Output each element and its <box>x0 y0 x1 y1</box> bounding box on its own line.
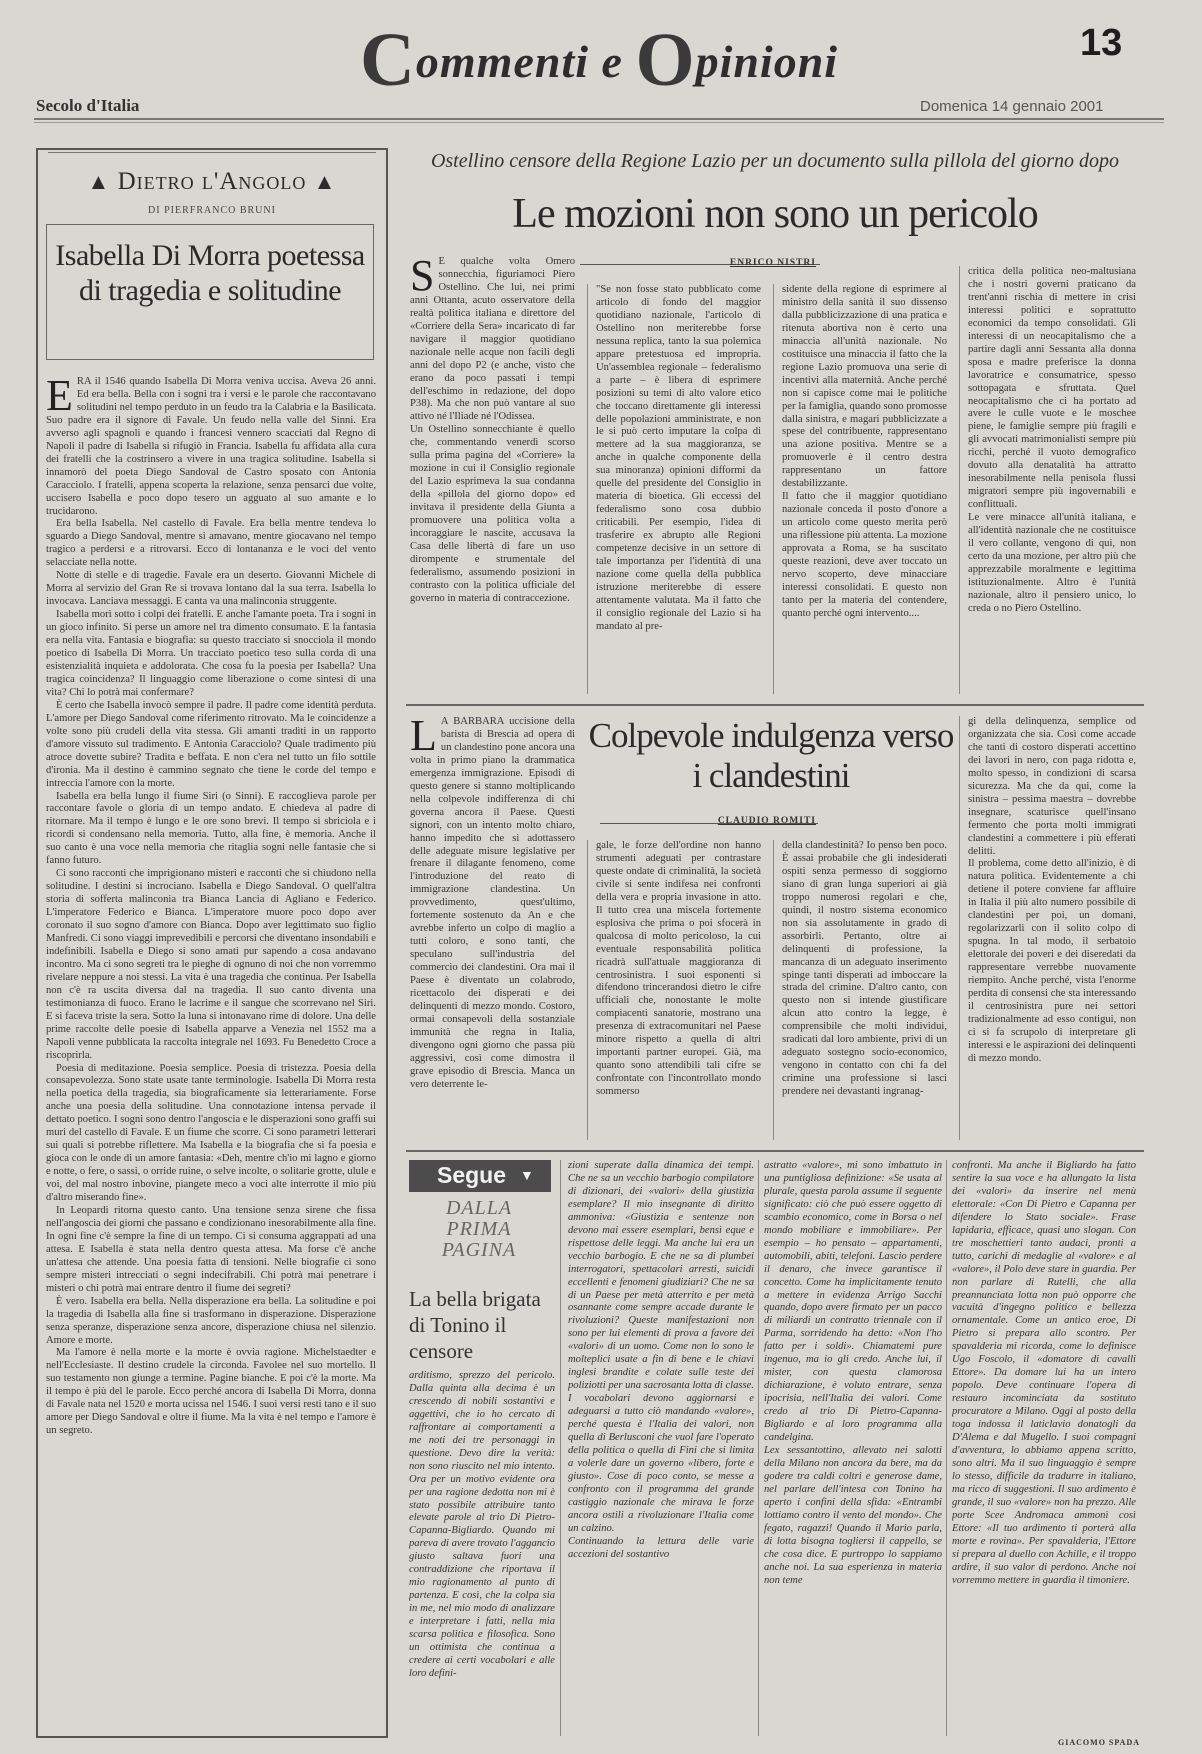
section-divider <box>406 1150 1144 1152</box>
left-paragraph: RA il 1546 quando Isabella Di Morra veniva uccisa. Aveva 26 anni. Ed era bella. Bella con i sogni tra i versi e le parole che raccontavano solitudini nel tempo perduto in un feudo tra la Calabria e la Basilicata. Suo padre era il signore di Favale. Un feudo nella valle del Sinni. Era avverso agli spagnoli e quando i francesi vennero scacciati dal Regno di Napoli il padre di Isabella si rifugiò in Francia. Isabella fu affidata alla cura dei fratelli che la costrinsero a vivere in una tragica solitudine. Isabella si innamorò del poeta Diego Sandoval de Castro sposato con Antonia Caracciolo. I fratelli, appena scoperta la relazione, senza pensarci due volte, uccisero Isabella e poco dopo tesero un agguato al suo amante e lo trucidarono. <box>46 376 376 517</box>
section-title-initial-o: O <box>635 18 696 102</box>
section-title-end: pinioni <box>695 36 839 87</box>
top-article-author: ENRICO NISTRI <box>729 258 816 268</box>
middle-article-col4: gi della delinquenza, semplice od organizzata che sia. Così come accade che tanti di costoro disperati accettino dei lavori in nero, con paga ridotta e, molto spesso, in condizioni di scarsa sicurezza. Ma che da qui, come la sinistra – pessima maestra – dovrebbe insegnare, scaturisce quell'insano fermento che porta molti immigrati clandestini a commettere i più efferati delitti. Il problema, come detto all'inizio, è di natura politica. Evidentemente a chi detiene il potere conviene far affluire in Italia il più alto numero possibile di clandestini per poi, un domani, regolarizzarli con il solito colpo di spugna. In tal modo, il serbatoio elettorale dei poveri e dei diseredati da rappresentare verrebbe nuovamente riempito. Anche perché, vista l'enorme perdita di consensi che sta interessando il centrosinistra pure nei settori tradizionalmente ad esso contigui, non ci si fa scrupolo di interpretare gli interessi e le aspirazioni dei delinquenti di mezzo mondo. <box>968 716 1136 1064</box>
section-title-initial-c: C <box>360 18 416 102</box>
left-paragraph: In Leopardi ritorna questo canto. Una tensione senza sirene che fissa nell'angoscia dei giorni che passano e condizionano inesorabilmente alla fine. In ogni fine c'è sempre la fine di un tempo. Ci si consuma aggrappati ad una attesa. E Isabella è stata nella dentro questa attesa. Ma forse c'è anche un'attesa che attende. Una poesia fatta di tensioni. Nelle biografie ci sono sempre misteri intrecciati o segni indecifrabili. Chi potrà mai penetrare i misteri o chi potrà mai entrare dentro il fiume dei segreti? <box>46 1205 376 1294</box>
left-headline: Isabella Di Morra poetessa di tragedia e solitudine <box>55 239 365 307</box>
left-dropcap: E <box>46 376 73 420</box>
newspaper-name: Secolo d'Italia <box>36 96 140 115</box>
triangle-down-icon: ▼ <box>520 1167 534 1183</box>
rubric-label: Dietro l'Angolo <box>117 168 307 195</box>
left-paragraph: Isabella morì sotto i colpi dei fratelli. E anche l'amante poeta. Tra i sogni in un gioco infinito. Si perse un amore nel tra dimento consumato. E la fantasia era nella vita. Fantasia e biografia: su questo tracciato si snocciola il mondo poetico di Isabella Di Morra. Un tracciato poetico teso sulla corda di una esistenzialità inquieta e addolorata. Che cosa fu la poesia per Isabella? Una tragica coincidenza? Il linguaggio come liberazione o come sintesi di una vita? Chi lo potrà mai confermare? <box>46 609 376 698</box>
masthead-rule <box>34 118 1164 120</box>
column-rule <box>773 284 774 694</box>
triangle-right-icon: ▲ <box>313 169 337 194</box>
left-paragraph: Poesia di meditazione. Poesia semplice. Poesia di tristezza. Poesia della consapevolezza. Sono state usate tante terminologie. Isabella Di Morra resta nella poetica della tragedia, sia biograficamente sia letterariamente. Forse anche una poesia della solitudine. Una connotazione intensa pervade il dettato poetico. I sogni sono dentro l'angoscia e le disperazioni sono graffi sui muri del castello di Favale. E un fiume che scorre. Ci sono parametri letterari sui quali si potrebbe riflettere. Ma Isabella e la biografia che si fa poesia e gioca con le onde di un amore fantasia: «Deh, mentre ch'io mi lagno e giorno e notte, o fere, o sassi, o orride ruine, o selve incolte, o solitarie grotte, ulule e voi, del mal nostro inbovine, piangete meco a voci alte interrotte il mio più d'altro miserando fine». <box>46 1062 376 1204</box>
top-article-col3: sidente della regione di esprimere al ministro della sanità il suo dissenso dalla pubblicizzazione di una pratica e ritenuta abortiva non è certo una minaccia all'unità nazionale. No costituisce una minaccia il fatto che la regione Lazio promuova una serie di incentivi alla maternità. Anche perché non si capisce come mai le politiche per la famiglia, quando sono promosse dalla sinistra, e magari pubblicizzate a spese del contribuente, rappresentano una azione positiva. Mentre se a promuoverle è il centro destra rappresentano un fattore destabilizzante. Il fatto che il maggior quotidiano nazionale conceda il posto d'onore a un articolo come questo merita però una riflessione più attenta. La mozione approvata a Roma, se ha suscitato queste reazioni, deve aver toccato un nervo scoperto, deve minacciare interessi consolidati. E questo non tanto per la materia del contendere, quanto perché ogni intervento.... <box>782 284 947 619</box>
top-article-kicker: Ostellino censore della Regione Lazio per un documento sulla pillola del giorno dopo <box>430 150 1120 172</box>
column-rule <box>587 840 588 1140</box>
section-divider <box>406 704 1144 706</box>
top-article-col1 <box>410 256 575 696</box>
top-article-headline: Le mozioni non sono un pericolo <box>512 191 1038 237</box>
column-rule <box>959 716 960 1140</box>
masthead-rule-thin <box>34 122 1164 123</box>
middle-article-col3: della clandestinità? Io penso ben poco. È assai probabile che gli indesiderati ospiti senza permesso di soggiorno siano di gran lunga superiori ai già troppo numerosi regolari e che, quindi, il nostro sistema economico non sia assolutamente in grado di assorbirli. Pertanto, oltre ai delinquenti di professione, la mancanza di un adeguato inserimento spinge tanti disperati ad imboccare la strada del crimine. D'altro canto, con questo non si intende giustificare alcun atto contro la legge, è comprensibile che molti individui, sradicati dal loro ambiente, privi di un adeguato sostegno socio-economico, vengono in contatto con chi fa del crimine una professione si lasci prendere nei devastanti ingranag- <box>782 840 947 1098</box>
top-article-col4: critica della politica neo-maltusiana che i nostri governi praticano da trent'anni rischia di mettere in crisi interessi politici e soprattutto economici da tempo consolidati. Gli interessi di un neocapitalismo che a partire dagli anni Sessanta alla donna sposa e madre preferisce la donna lavoratrice e consumatrice, spesso sottopagata e sfruttata. Quel neocapitalismo che ci ha portato ad avere le culle vuote e le moschee piene, le famiglie sempre più fragili e gli avvocati matrimonialisti sempre più ricchi, perché il vuoto demografico dovuto alla denatalità ha attratto inesorabilmente nella penisola flussi migratori sempre più ingovernabili e conflittuali. Le vere minacce all'unità italiana, e all'identità nazionale che ne costituisce il vero collante, vengono di qui, non certo da una mozione, per altro più che apprezzabile moralmente e legittima istituzionalmente. Altro è l'unità nazionale, altro il pensiero unico, lo creda o no Piero Ostellino. <box>968 266 1136 614</box>
left-byline: DI PIERFRANCO BRUNI <box>148 205 276 216</box>
middle-article-headline: Colpevole indulgenza verso i clandestini <box>588 716 954 795</box>
column-rule <box>959 266 960 694</box>
top-text-col1: E qualche volta Omero sonnecchia, figuriamoci Piero Ostellino. Che lui, nei primi anni Ottanta, acuto osservatore della realtà politica italiana e direttore del «Corriere della Sera» incaricato di far navigare il maggior quotidiano nazionale nelle acque non facili degli anni del dopo P2 (e anche, visto che erano da poco passati i tempi dell'eschimo in redazione, del dopo P38). Ma che non può vantare al suo attivo né l'Iliade né l'Odissea. Un Ostellino sonnecchiante è quello che, commentando venerdì scorso sulla prima pagina del «Corriere» la mozione in cui il Consiglio regionale del Lazio esprimeva la sua condanna della «pillola del giorno dopo» ed invitava il presidente della Giunta a promuovere una politica volta a incoraggiare le nascite, accusava la Casa delle libertà di fare un uso dirompente e strumentale del federalismo, assumendo posizioni in contrasto con la politica ufficiale del governo in materia di contraccezione. <box>410 256 575 604</box>
bottom-article-col4: confronti. Ma anche il Bigliardo ha fatto sentire la sua voce e ha allungato la lista dei «valori» da inserire nel menù elettorale: «Con Di Pietro e Capanna per difendere lo Stato sociale». Frase lapidaria, efficace, quasi uno slogan. Con tre moschettieri tanto audaci, pronti a tutto, carichi di medaglie al «valore» e al «valore», il Polo deve stare in guardia. Per non parlare di Rutelli, che alla preannunciata lotta non può opporre che vacuità d'ingegno politico e bellezza ornamentale. Come un antico eroe, Di Pietro si prepara allo scontro. Per spavalderia mi ricorda, come lo definisce Ugo Foscolo, il «domatore di cavalli Ettore». Da domare lui ha un intero popolo. Deve continuare l'opera di restauro incominciata da sostituto procuratore a Milano. Oggi al posto della toga indossa il laticlavio donatogli da D'Alema e dal Mugello. I suoi compagni d'avventura, lo abbiamo appena scritto, sono altri. Ma il suo linguaggio è sempre lo stesso, difficile da tradurre in italiano, ma ricco di suggestioni. Il suo ardimento è grande, il suo «valore» non ha prezzo. Alle porte Scee Andromaca ammonì così Ettore: «Il tuo ardimento ti porterà alla morte e rovina». Per spavalderia, l'Ettore si prepara al duello con Achille, e il troppo ardire, il suo valor di perdono. Anche noi vorremmo mettere in guardia il timoniere. <box>952 1160 1136 1586</box>
section-title-part: ommenti e <box>415 36 636 87</box>
section-title <box>360 18 839 102</box>
column-rule <box>773 840 774 1140</box>
top-dropcap: S <box>410 256 435 300</box>
left-paragraph: Notte di stelle e di tragedie. Favale era un deserto. Giovanni Michele di Morra al servizio del Gran Re si trovava lontano dal la sua terra. Isabella lo invocava. Lanciava messaggi. E canta va una malinconia struggente. <box>46 570 376 608</box>
column-rule <box>560 1160 561 1736</box>
left-article-body <box>46 376 376 1728</box>
left-paragraph: È certo che Isabella invocò sempre il padre. Il padre come identità perduta. L'amore per Diego Sandoval come riferimento ritrovato. Ma le coincidenze a volte sono più crudeli della vita stessa. Gli amanti tradìti in un rapporto d'amore vissuto sul tradimento. E Antonia Caracciolo? Quale tradimento più atroce dovette subire? Tradita e beffata. E non c'era nel tutto un filo sottile d'ironia. Ma il destino è cammino segnato che tiene le corde del tempo e intreccia l'amore con la morte. <box>46 699 376 789</box>
column-rule <box>946 1160 947 1736</box>
left-paragraph: Ma l'amore è nella morte e la morte è ovvia ragione. Michelstaedter e nell'Ecclesiaste. Il destino crudele la circonda. Favolee nel suo mortello. Il suo testamento non giunge a termine. Pagine bianche. E poi c'è la morte. Ma il tempo è più del le parole. Ecco perché ancora di Isabella Di Morra, donna di Favale nata nel 1520 e morta ucissa nel 1546. I suoi versi resti tano e il suo amore per Diego Sandoval e oltre il fiume. Ma la vita è nel tempo e l'amore è un segreto. <box>46 1347 376 1437</box>
column-rule <box>587 284 588 694</box>
middle-text-col1: A BARBARA uccisione della barista di Brescia ad opera di un clandestino pone ancora una volta in primo piano la drammatica emergenza immigrazione. Episodi di questo genere si stanno moltiplicando nella colpevole indifferenza di chi governa ancora il Paese. Questi signori, con un intento molto chiaro, hanno impedito che si adottassero delle adeguate misure legislative per frenare il dilagante fenomeno, come l'introduzione del reato di immigrazione clandestina. Un provvedimento, quest'ultimo, fortemente sostenuto da An e che avrebbe inferto un colpo di maglio a tutti coloro, e sono tanti, che speculano sull'industria del commercio dei clandestini. Ora mai il Paese è diventato un colabrodo, ricettacolo dei disperati e dei delinquenti di mezzo mondo. Costoro, ormai consapevoli della sostanziale immunità che regna in Italia, divengono ogni giorno che passa più aggressivi, così come dimostra il grave episodio di Brescia. Manca un vero deterrente le- <box>410 716 575 1090</box>
middle-article-col1 <box>410 716 575 1140</box>
issue-date: Domenica 14 gennaio 2001 <box>920 98 1104 115</box>
middle-article-author: CLAUDIO ROMITI <box>717 816 816 826</box>
segue-label <box>409 1160 551 1192</box>
bottom-article-col3: astratto «valore», mi sono imbattuto in una puntigliosa definizione: «Se usata al plurale, questa parola assume il seguente significato: ciò che può essere oggetto di scambio economico, come in Borsa o nel mondo mobiliare e immobiliare». Per esempio – ho pensato – appartamenti, automobili, abiti, telefoni. Lascio perdere il denaro, che invece garantisce il concetto. Come ha implicitamente tenuto a mettere in evidenza Arrigo Sacchi quando, dopo avere firmato per un pacco di miliardi un contratto triennale con il Parma, sorridendo ha detto: «Non l'ho fatto per i soldi». Chiamatemi pure ingenuo, ma io gli credo. Anche lui, il mister, con questa clamorosa dichiarazione, è voluto entrare, senza ipocrisia, nell'Italia dei valori. Come credo al trio Di Pietro-Capanna-Bigliardo e al loro programma alla candelgina. Lex sessantottino, allevato nei salotti della Milano non ancora da bere, ma da godere tra caldi coltri e generose dame, nel parlare dell'intesa con Tonino ha aperto i confini della sfida: «Entrambi lottiamo contro il vento del mondo». Che fegato, ragazzi! Quando il Mario parla, di lotta bisogna togliersi il cappello, se che cosa dice. E purtroppo lo sappiamo anche noi. La sua esperienza in materia non teme <box>764 1160 942 1586</box>
column-rule <box>758 1160 759 1736</box>
bottom-article-col1: arditismo, sprezzo del pericolo. Dalla quinta alla decima è un crescendo di nobili sostantivi e aggettivi, che io ho cercato di raffrontare ai comportamenti a me noti dei tre personaggi in questione. Devo dire la verità: non sono riuscito nel mio intento. Ora per un motivo evidente ora per una ragione dedotta non mi è stato possibile attribuire tanto elevate parole al trio Di Pietro-Capanna-Bigliardo. Quando mi pareva di avere trovato l'aggancio giusto saltava fuori una contraddizione che riportava il mio ragionamento al punto di partenza. E così, che la colpa sia in me, nel mio modo di analizzare e interpretare i fatti, nella mia scarsa politica e filosofica. Sono un ottimista che continua a credere ai certi vocabolari e alle loro defini- <box>409 1370 555 1679</box>
bottom-article-headline: La bella brigata di Tonino il censore <box>409 1287 541 1363</box>
left-paragraph: Era bella Isabella. Nel castello di Favale. Era bella mentre tendeva lo sguardo a Diego Sandoval, mentre si amavano, mentre giocavano nel tempo tragico a perdersi e a ritrovarsi. Ecco di lontananza e le voci del vento selacciate nella notte. <box>46 518 376 569</box>
middle-article-col2: gale, le forze dell'ordine non hanno strumenti adeguati per contrastare queste ondate di criminalità, la società civile si sente indifesa nei confronti della vera e propria invasione in atto. Il tutto crea una miscela fortemente esplosiva che prima o poi sfocerà in qualcosa di molto pericoloso, la cui eventuale responsabilità politica ricadrà sull'attuale maggioranza di centrosinistra. I suoi esponenti si difendono trincerandosi dietro le cifre ufficiali che, nonostante le molte compiacenti sanatorie, mostrano una presenza di extracomunitari nel Paese minore rispetto a quella di altri importanti partner europei. Già, ma quanto sono attendibili tali cifre se confrontate con l'incontrollato mondo sommerso <box>596 840 761 1098</box>
from-front-page-label: DALLA PRIMA PAGINA <box>441 1197 517 1261</box>
bottom-article-author: GIACOMO SPADA <box>1058 1738 1140 1747</box>
rubric-heading <box>42 168 382 196</box>
triangle-left-icon: ▲ <box>87 169 111 194</box>
segue-text: Segue <box>437 1162 507 1188</box>
bottom-article-col2: zioni superate dalla dinamica dei tempi. Che ne sa un vecchio barbogio compilatore di dizionari, dei «valori» della giustizia esemplare? Il mio insegnante di diritto ammoniva: «Giustizia e sentenze non devono mai essere esemplari, bensì eque e rispettose delle leggi. Ma anche lui era un vecchio barbogio. E che ne sa di plumbei interrogatori, spettacolari arresti, suicidi eccellenti e fenomeni giudiziari? Che ne sa di un Paese per metà atterrito e per metà osannante come sempre accade durante le rivoluzioni? Queste manifestazioni non sono per lui elementi di prova a favore dei «valori» di un uomo. Come non lo sono le molteplici usate a fin di bene e le chiavi inglesi brandite e colate sulle teste dei poliziotti per una sacrosanta lotta di classe. I vocabolari devono aggiornarsi e adeguarsi a tutto ciò mandando «valore», perché questa è l'Italia dei valori, non quella di Berlusconi che vuol fare l'operato della politica o quella di Fini che si limita a volerle dare un governo «libero, forte e giusto». Cose di poco conto, se messe a confronto con il programma del grande castiggio nazionale che mirava le forze ancora ostili a rivoluzionare l'Italia come un calzino. Continuando la lettura delle varie accezioni del sostantivo <box>568 1160 754 1560</box>
left-paragraph: Ci sono racconti che imprigionano misteri e racconti che si chiudono nella solitudine. I destini si incrociano. Isabella e Diego Sandoval. O quell'altra storia di sofferta malinconia tra Bianca Lancia di Agliano e Federico. L'imperatore Federico e Bianca. L'imperatore muore poco dopo aver coronato il suo sogno d'amore con Bianca. Dopo aver legittimato suo figlio Manfredi. Ci sono viaggi imprevedibili e percorsi che diventano insondabili e indefinibili. Isabella e Diego si sono amati pur sapendo a cosa andavano incontro. Ma ci sono segreti tra le pieghe di ognuno di noi che non vorremmo rivelare neppure a noi stessi. La vita è una tragedia che continua. Per Isabella non c'è ra uscita diversa dal na tragedia. Il suo canto diventa una testimonianza di fuoco. Erano le lacrime e il sangue che scorrevano nel Siri. E si faceva triste la sera. Sotto la luna si intonavano rime di dolore. Una delle prime raccolte delle poesie di Isabella apparve a Venezia nel 1552 ma a Napoli venne pubblicata la raccolta integrale nel 1693. Fu Benedetto Croce a riscoprirla. <box>46 868 376 1061</box>
middle-dropcap: L <box>410 716 437 760</box>
top-article-col2: "Se non fosse stato pubblicato come articolo di fondo del maggior quotidiano nazionale, l'articolo di Ostellino non meriterebbe forse nessuna replica, tanto la sua polemica appare pretestuosa ed impropria. Un'assemblea regionale – federalismo a parte – è libera di esprimere posizioni su temi di alto valore etico che toccano direttamente gli interessi delle popolazioni amministrate, e non le si può certo imputare la colpa di mettere ad la sua maggioranza, se anche in qualche componente della sua minoranza) opinioni difformi da quelle del presidente del Consiglio in materia di bioetica. Gli eccessi del federalismo sono cosa dubbio criticabili. Per esempio, l'idea di trasferire ex abrupto alle Regioni competenze decisive in un settore di tale importanza per l'identità di una nazione come quella della pubblica istruzione meriterebbe di essere attentamente valutata. Ma il fatto che il consiglio regionale del Lazio si ha mandato al pre- <box>596 284 761 632</box>
page-number: 13 <box>1080 22 1123 64</box>
left-paragraph: Isabella era bella lungo il fiume Siri (o Sinni). E raccoglieva parole per raccontare favole o gloria di un tempo andato. E chiedeva al padre di ritornare. Ma il tempo è lungo e le ore sono brevi. Il tempo si sbriciola e i ricordi si condensano nella memoria. Tutto, alla fine, è memoria. Anche il suo canto è una voce nella memoria che ritaglia sogni nelle fantasie che si fanno futuro. <box>46 790 376 867</box>
left-paragraph: È vero. Isabella era bella. Nella disperazione era bella. La solitudine e poi la tragedia di Isabella alla fine si trasformano in disperazione. Disperazione senza speranze, disperazione senza ancore, disperazione chiusa nel silenzio. Amore e morte. <box>46 1295 376 1346</box>
